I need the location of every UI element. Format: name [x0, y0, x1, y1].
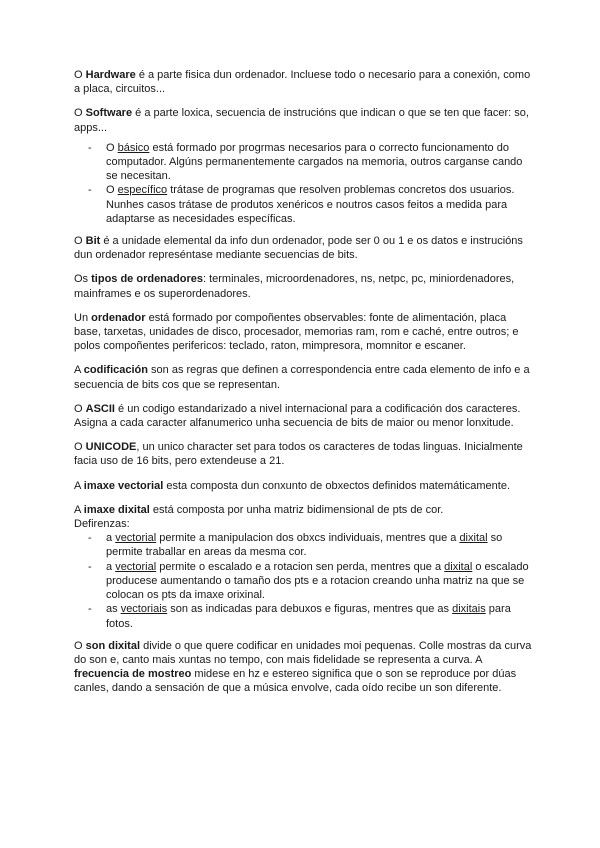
- text: as: [106, 603, 121, 616]
- text: O: [74, 441, 86, 454]
- text: divide o que quere codificar en unidades moi pequenas. Colle mostras da curva do son e, canto mais xuntas no tempo, con mais fidelidade se representa a curva. A: [74, 639, 532, 666]
- term-vectorial: vectorial: [115, 532, 157, 545]
- text: Os: [74, 273, 92, 286]
- differences-list: [74, 531, 534, 630]
- software-types-list: [74, 141, 534, 226]
- paragraph-imaxe-dixital: [74, 503, 534, 531]
- text: a: [106, 560, 116, 573]
- differences-label: Defirenzas:: [74, 518, 130, 531]
- text: son as regras que definen a correspondencia entre cada elemento de info e a secuencia de bits cos que se representan.: [74, 364, 530, 391]
- term-bit: Bit: [85, 235, 101, 248]
- term-software: Software: [85, 107, 133, 120]
- paragraph-imaxe-vectorial: [74, 479, 534, 493]
- text: Un: [74, 311, 92, 324]
- list-item-basico: [74, 141, 534, 184]
- term-imaxe-vectorial: imaxe vectorial: [83, 479, 164, 492]
- term-imaxe-dixital: imaxe dixital: [83, 503, 150, 516]
- term-ordenador: ordenador: [91, 311, 146, 324]
- text: é a parte fisica dun ordenador. Incluese todo o necesario para a conexión, como a placa, circuitos...: [74, 69, 531, 96]
- dash-marker: -: [88, 184, 92, 197]
- text: a: [106, 532, 116, 545]
- text: A: [74, 503, 84, 516]
- text: permite a manipulacion dos obxcs individuais, mentres que a: [156, 532, 460, 545]
- text: O: [74, 639, 86, 652]
- paragraph-software: [74, 106, 534, 134]
- term-hardware: Hardware: [85, 69, 136, 81]
- text: so permite traballar en areas da mesma cor.: [106, 532, 503, 559]
- text: son as indicadas para debuxos e figuras, mentres que as: [167, 603, 453, 616]
- list-item-difference: [74, 602, 534, 630]
- text: , un unico character set para todos os caracteres de todas linguas. Inicialmente facia uso de 16 bits, pero extendeuse a 21.: [74, 441, 523, 468]
- term-son-dixital: son dixital: [85, 639, 141, 652]
- paragraph-hardware: [74, 68, 534, 96]
- term-vectorial: vectorial: [115, 560, 157, 573]
- dash-marker: -: [88, 603, 92, 616]
- term-unicode: UNICODE: [85, 441, 137, 454]
- paragraph-ascii: [74, 402, 534, 430]
- text: está composta por unha matriz bidimensional de pts de cor.: [149, 503, 444, 516]
- paragraph-codificacion: [74, 363, 534, 391]
- list-item-difference: [74, 560, 534, 603]
- text: trátase de programas que resolven problemas concretos dos usuarios. Nunhes casos trátase de produtos xenéricos e noutros casos feitos a medida para adaptarse as necesidades específicas.: [106, 184, 515, 225]
- dash-marker: -: [88, 560, 92, 573]
- paragraph-bit: [74, 234, 534, 262]
- text: O: [74, 402, 86, 415]
- document-page: [74, 68, 534, 706]
- term-ascii: ASCII: [85, 402, 115, 415]
- dash-marker: -: [88, 532, 92, 545]
- paragraph-ordenador: [74, 311, 534, 354]
- term-dixitais: dixitais: [452, 603, 486, 616]
- list-item-difference: [74, 531, 534, 559]
- term-dixital: dixital: [444, 560, 473, 573]
- text: está formado por compoñentes observables: fonte de alimentación, placa base, tarxetas, unidades de disco, procesador, memorias ram, rom e caché, entre outros; e polos compoñentes perifericos: teclado, raton, mimpresora, momnitor e escaner.: [74, 311, 519, 353]
- text: O: [106, 141, 118, 154]
- text: para fotos.: [106, 603, 511, 630]
- text: é un codigo estandarizado a nivel internacional para a codificación dos caracteres. Asigna a cada caracter alfanumerico unha secuencia de bits de maior ou menor lonxitude.: [74, 402, 521, 430]
- text: : terminales, microordenadores, ns, netpc, pc, miniordenadores, mainframes e os superordenadores.: [74, 273, 515, 300]
- term-tipos: tipos de ordenadores: [91, 273, 203, 286]
- paragraph-son-dixital: [74, 639, 534, 696]
- text: O: [74, 235, 86, 248]
- text: esta composta dun conxunto de obxectos definidos matemáticamente.: [163, 479, 511, 492]
- text: O: [74, 107, 86, 120]
- text: O: [74, 69, 86, 81]
- text: é a parte loxica, secuencia de instrucións que indican o que se ten que facer: so, apps...: [74, 107, 529, 134]
- term-codificacion: codificación: [83, 364, 148, 377]
- text: permite o escalado e a rotacion sen perda, mentres que a: [156, 560, 445, 573]
- text: midese en hz e estereo significa que o son se reproduce por dúas canles, dando a sensación de que a música envolve, cada oído recibe un son diferente.: [74, 668, 517, 695]
- term-especifico: específico: [117, 184, 168, 197]
- text: está formado por progrmas necesarios para o correcto funcionamento do computador. Algúns permanentemente cargados na memoria, outros carganse cando se necesitan.: [106, 141, 523, 183]
- term-basico: básico: [117, 141, 150, 154]
- dash-marker: -: [88, 141, 92, 154]
- text: o escalado producese aumentando o tamaño dos pts e a rotacion creando unha matriz na que se colocan os pts da imaxe orixinal.: [106, 560, 529, 602]
- term-vectoriais: vectoriais: [120, 603, 168, 616]
- text: O: [106, 184, 118, 197]
- paragraph-tipos: [74, 272, 534, 300]
- text: A: [74, 364, 84, 377]
- list-item-especifico: [74, 183, 534, 226]
- term-dixital: dixital: [459, 532, 488, 545]
- paragraph-unicode: [74, 440, 534, 468]
- term-frecuencia-de-mostreo: frecuencia de mostreo: [74, 668, 192, 681]
- text: A: [74, 479, 84, 492]
- text: é a unidade elemental da info dun ordenador, pode ser 0 ou 1 e os datos e instrucións dun ordenador represéntase mediante secuencias de bits.: [74, 235, 523, 262]
